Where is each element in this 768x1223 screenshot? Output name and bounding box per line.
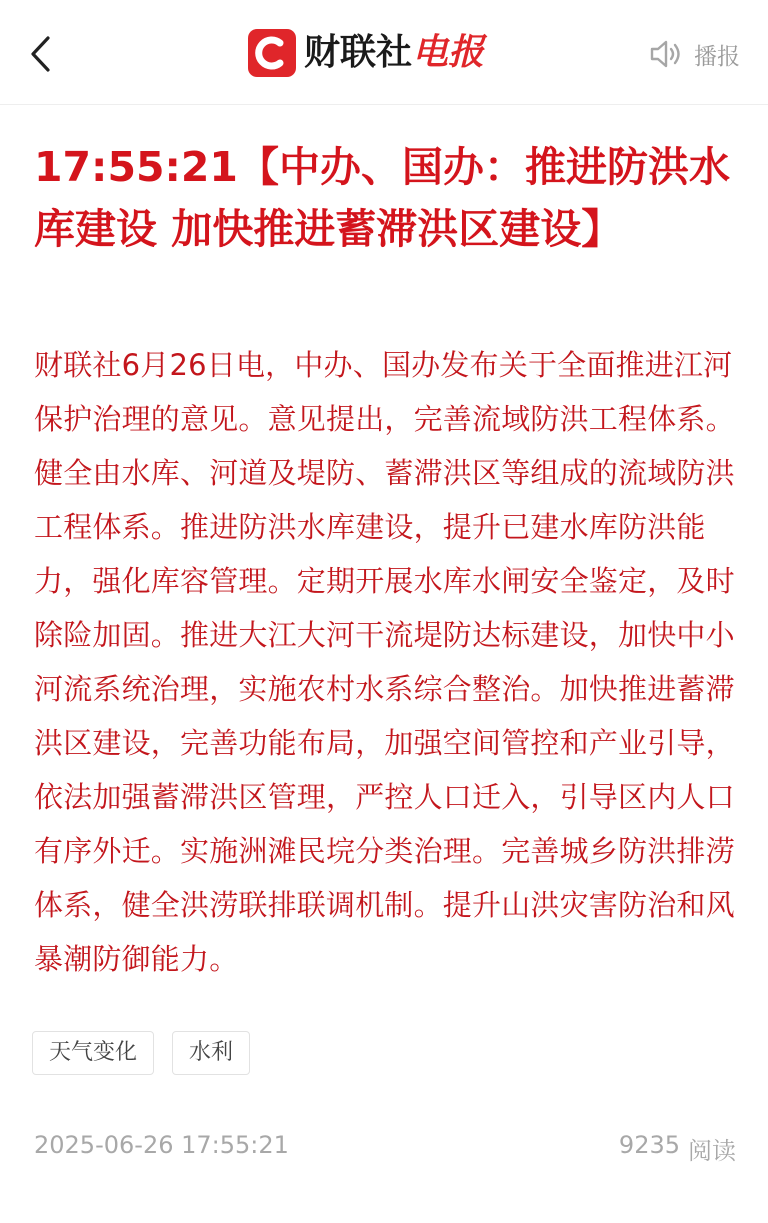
read-count [619, 1131, 736, 1166]
brand [248, 29, 484, 77]
tag-item[interactable]: 天气变化 [32, 1031, 154, 1075]
top-bar [0, 0, 768, 105]
read-count-label: 阅读 [688, 1137, 736, 1165]
chevron-left-icon [22, 32, 62, 76]
play-broadcast-button[interactable] [648, 36, 740, 72]
speaker-icon [648, 38, 684, 70]
play-label: 播报 [694, 43, 740, 70]
tag-list [32, 1031, 268, 1075]
read-count-value: 9235 [618, 1131, 680, 1159]
article-body: 财联社6月26日电，中办、国办发布关于全面推进江河保护治理的意见。意见提出，完善流域防洪工程体系。健全由水库、河道及堤防、蓄滞洪区等组成的流域防洪工程体系。推进防洪水库建设，提升已建水库防洪能力，强化库容管理。定期开展水库水闸安全鉴定，及时除险加固。推进大江大河干流堤防达标建设，加快中小河流系统治理，实施农村水系综合整治。加快推进蓄滞洪区建设，完善功能布局，加强空间管控和产业引导，依法加强蓄滞洪区管理，严控人口迁入，引导区内人口有序外迁。实施洲滩民垸分类治理。完善城乡防洪排涝体系，健全洪涝联排联调机制。提升山洪灾害防治和风暴潮防御能力。 [34, 348, 735, 976]
back-button[interactable] [22, 32, 62, 76]
brand-accent: 电报 [412, 32, 485, 73]
publish-time: 2025-06-26 17:55:21 [34, 1131, 289, 1159]
brand-logo-icon [248, 29, 296, 77]
tag-item[interactable]: 水利 [172, 1031, 250, 1075]
brand-name: 财联社 [304, 32, 413, 73]
article-title: 17:55:21【中办、国办：推进防洪水库建设 加快推进蓄滞洪区建设】 [34, 143, 730, 253]
